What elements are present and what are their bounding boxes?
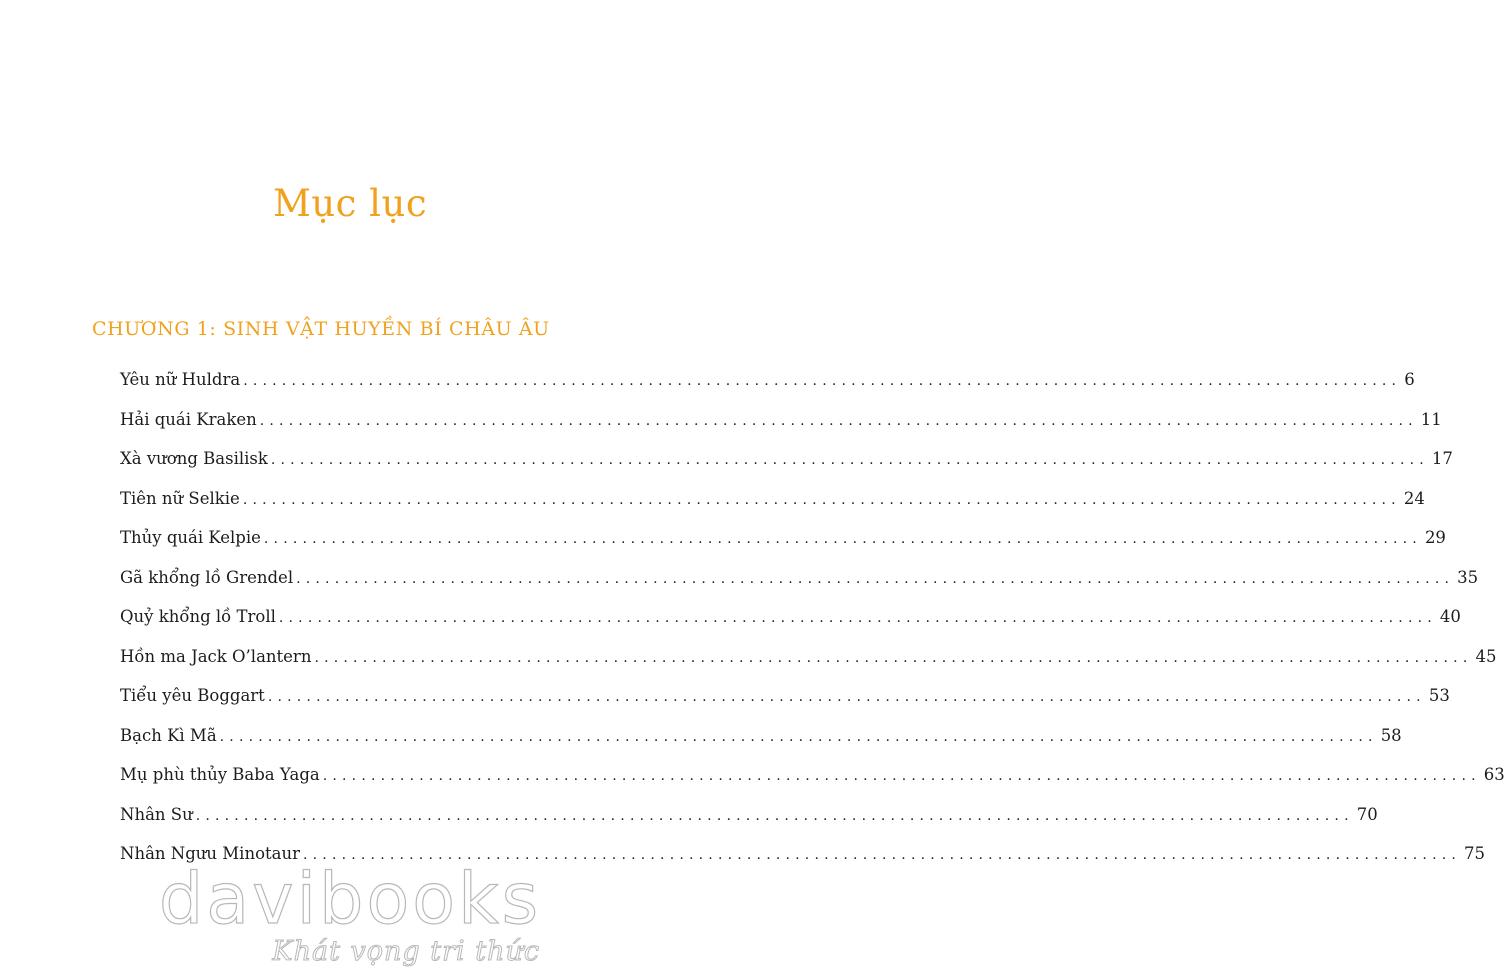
toc-entry-page: 35 bbox=[1457, 567, 1479, 587]
watermark-slogan: Khát vọng tri thức bbox=[272, 936, 540, 967]
toc-entry-page: 63 bbox=[1483, 765, 1505, 784]
toc-entry-title: Nhân Sư bbox=[120, 804, 193, 824]
page-title: Mục lục bbox=[272, 182, 428, 225]
toc-entry bbox=[120, 607, 1461, 647]
toc-entry-title: Gã khổng lồ Grendel bbox=[120, 567, 294, 587]
dot-leader: ........................................................................................................................ bbox=[267, 689, 1426, 705]
dot-leader: ........................................................................................................................ bbox=[278, 610, 1437, 626]
toc-entry-page: 17 bbox=[1431, 449, 1453, 468]
watermark-brand: davibooks bbox=[158, 858, 542, 940]
toc-entry-title: Yêu nữ Huldra bbox=[120, 370, 241, 389]
dot-leader: ........................................................................................................................ bbox=[322, 768, 1481, 784]
dot-leader: ........................................................................................................................ bbox=[243, 373, 1402, 389]
toc-entry-title: Xà vương Basilisk bbox=[120, 449, 268, 468]
toc-entry-page: 70 bbox=[1356, 804, 1378, 824]
table-of-contents bbox=[120, 370, 1505, 884]
toc-entry-title: Hồn ma Jack O’lantern bbox=[120, 646, 312, 666]
dot-leader: ........................................................................................................................ bbox=[263, 531, 1422, 547]
toc-entry-page: 45 bbox=[1475, 646, 1497, 666]
toc-entry bbox=[120, 567, 1479, 608]
dot-leader: ........................................................................................................................ bbox=[219, 728, 1378, 745]
toc-entry bbox=[120, 409, 1442, 450]
toc-entry bbox=[120, 646, 1497, 687]
toc-entry-title: Bạch Kì Mã bbox=[120, 725, 217, 745]
toc-entry bbox=[120, 449, 1453, 489]
dot-leader: ........................................................................................................................ bbox=[270, 452, 1429, 468]
toc-entry-title: Quỷ khổng lồ Troll bbox=[120, 607, 276, 626]
dot-leader: ........................................................................................................................ bbox=[242, 491, 1401, 508]
toc-entry bbox=[120, 765, 1505, 805]
toc-entry bbox=[120, 725, 1402, 766]
dot-leader: ........................................................................................................................ bbox=[314, 649, 1473, 666]
toc-entry bbox=[120, 488, 1425, 529]
toc-entry-title: Mụ phù thủy Baba Yaga bbox=[120, 765, 320, 784]
toc-entry-page: 29 bbox=[1424, 528, 1446, 547]
toc-entry-title: Nhân Ngưu Minotaur bbox=[120, 844, 300, 863]
toc-entry-title: Tiểu yêu Boggart bbox=[120, 686, 265, 705]
toc-entry-page: 58 bbox=[1380, 725, 1402, 745]
toc-entry bbox=[120, 804, 1378, 845]
toc-entry-title: Tiên nữ Selkie bbox=[120, 488, 240, 508]
toc-entry bbox=[120, 528, 1446, 568]
dot-leader: ........................................................................................................................ bbox=[303, 847, 1462, 863]
toc-entry-title: Thủy quái Kelpie bbox=[120, 528, 261, 547]
toc-entry-page: 11 bbox=[1420, 409, 1442, 429]
toc-entry-page: 40 bbox=[1439, 607, 1461, 626]
toc-entry-page: 24 bbox=[1403, 488, 1425, 508]
dot-leader: ........................................................................................................................ bbox=[296, 570, 1455, 587]
chapter-heading: CHƯƠNG 1: SINH VẬT HUYỀN BÍ CHÂU ÂU bbox=[92, 318, 550, 340]
dot-leader: ........................................................................................................................ bbox=[259, 412, 1418, 429]
toc-entry bbox=[120, 370, 1415, 410]
toc-entry bbox=[120, 686, 1450, 726]
dot-leader: ........................................................................................................................ bbox=[195, 807, 1354, 824]
toc-entry-page: 6 bbox=[1404, 370, 1415, 389]
toc-entry-title: Hải quái Kraken bbox=[120, 409, 257, 429]
toc-entry-page: 75 bbox=[1464, 844, 1486, 863]
toc-entry-page: 53 bbox=[1428, 686, 1450, 705]
